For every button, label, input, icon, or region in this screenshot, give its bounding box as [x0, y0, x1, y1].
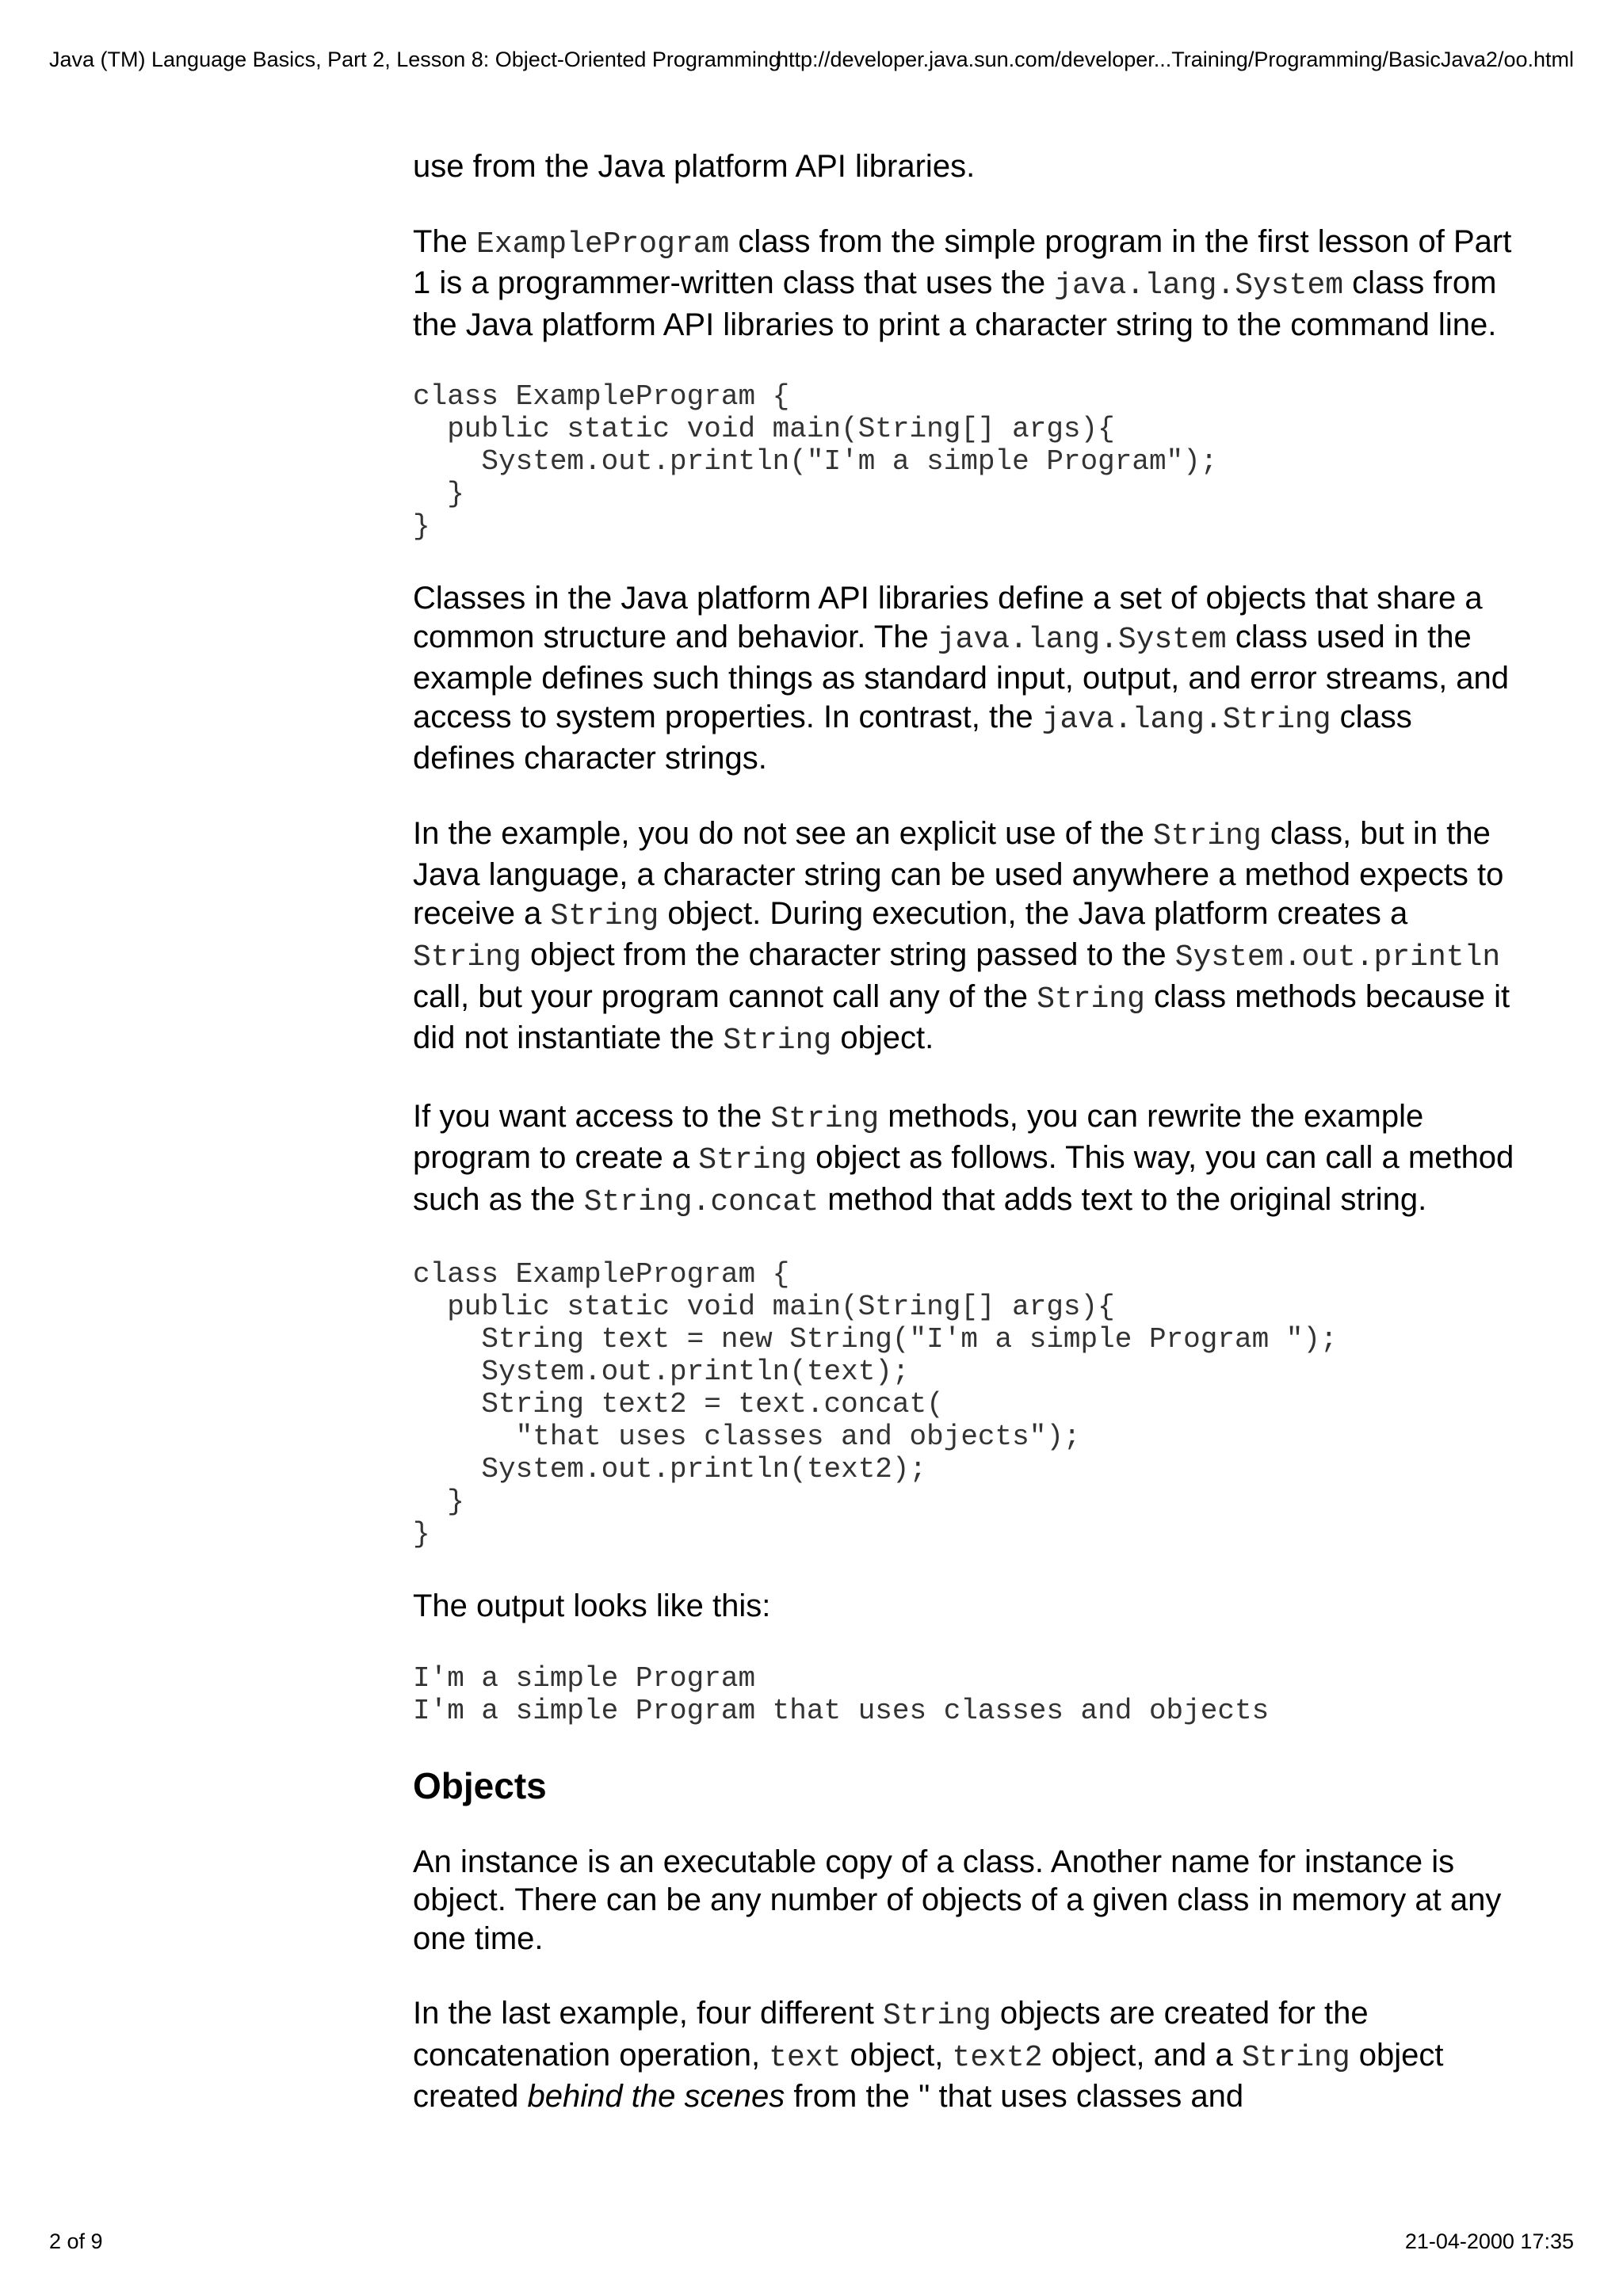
code-line: System.out.println(text2); — [413, 1453, 927, 1486]
inline-code: String — [1241, 2040, 1350, 2075]
print-header — [49, 48, 1574, 79]
page-content — [413, 147, 1522, 2153]
code-line: } — [413, 510, 430, 543]
text-run: call, but your program cannot call any of the — [413, 978, 1037, 1014]
text-run: object created — [413, 2037, 1444, 2114]
code-line: } — [413, 1486, 464, 1518]
code-line: I'm a simple Program — [413, 1661, 756, 1695]
inline-code: String — [1037, 982, 1145, 1016]
inline-code: String — [698, 1143, 808, 1177]
paragraph-classes — [413, 579, 1522, 778]
inline-code: String — [550, 898, 659, 933]
inline-code: String — [1152, 818, 1262, 853]
page-number: 2 of 9 — [49, 2229, 103, 2253]
inline-code: java.lang.System — [1054, 269, 1344, 303]
paragraph-string-usage — [413, 814, 1522, 1061]
paragraph-instance — [413, 1843, 1522, 1958]
code-line: System.out.println(text); — [413, 1356, 910, 1388]
text-run: The output looks like this: — [413, 1589, 771, 1623]
text-run: class from the simple program in the first lesson of Part 1 is a programmer-written class that uses the — [413, 223, 1512, 300]
code-block-output — [413, 1662, 1522, 1727]
inline-code: java.lang.String — [1041, 702, 1331, 737]
code-line: public static void main(String[] args){ — [413, 1291, 1115, 1323]
code-line: class ExampleProgram { — [413, 380, 790, 413]
code-line: String text2 = text.concat( — [413, 1388, 944, 1421]
text-run: class methods because it did not instantiate the — [413, 978, 1510, 1055]
document-title: Java (TM) Language Basics, Part 2, Lesson 8: Object-Oriented Programming — [49, 48, 781, 71]
text-run: In the example, you do not see an explicit use of the — [413, 815, 1153, 851]
text-run: objects are created for the concatenation operation, — [413, 1996, 1369, 2073]
inline-code: String — [882, 1999, 991, 2033]
text-run: methods, you can rewrite the example program to create a — [413, 1098, 1424, 1175]
code-line: } — [413, 478, 464, 510]
emphasis-text: behind the scenes — [527, 2079, 785, 2114]
text-run: from the " that uses classes and — [785, 2079, 1244, 2114]
code-line: I'm a simple Program that uses classes and objects — [413, 1694, 1270, 1727]
code-line: "that uses classes and objects"); — [413, 1421, 1081, 1453]
text-run: object. — [831, 1020, 934, 1055]
text-run: object as follows. This way, you can call a method such as the — [413, 1140, 1514, 1217]
text-run: class, but in the Java language, a character string can be used anywhere a method expects to receive a — [413, 815, 1504, 931]
text-run: class from the Java platform API libraries to print a character string to the command line. — [413, 265, 1497, 342]
text-run: class defines character strings. — [413, 699, 1412, 776]
inline-code: text — [769, 2040, 842, 2075]
code-line: class ExampleProgram { — [413, 1258, 790, 1291]
code-line: public static void main(String[] args){ — [413, 413, 1115, 445]
print-footer — [49, 2229, 1574, 2261]
text-run: In the last example, four different — [413, 1996, 883, 2031]
text-run: method that adds text to the original string. — [819, 1181, 1427, 1217]
text-run: The — [413, 223, 477, 259]
section-heading-objects: Objects — [413, 1764, 547, 1806]
paragraph-last-example — [413, 1994, 1522, 2116]
code-line: String text = new String("I'm a simple Program "); — [413, 1323, 1338, 1356]
code-line: } — [413, 1518, 430, 1550]
code-block-2 — [413, 1258, 1522, 1550]
text-run: class used in the example defines such things as standard input, output, and error streams, and access to system properties. In contrast, the — [413, 619, 1510, 734]
inline-code: text2 — [952, 2040, 1043, 2075]
inline-code: ExampleProgram — [476, 227, 730, 261]
code-block-1 — [413, 380, 1522, 543]
code-line: System.out.println("I'm a simple Program"); — [413, 445, 1218, 478]
text-run: object from the character string passed to the — [521, 937, 1175, 972]
text-run: If you want access to the — [413, 1098, 771, 1134]
text-run: object, and a — [1042, 2037, 1242, 2073]
inline-code: String — [770, 1101, 880, 1136]
inline-code: java.lang.System — [937, 622, 1227, 657]
inline-code: System.out.println — [1174, 940, 1501, 974]
paragraph-example-program — [413, 223, 1522, 345]
print-timestamp: 21-04-2000 17:35 — [1404, 2229, 1574, 2253]
text-run: use from the Java platform API libraries. — [413, 149, 976, 184]
text-run: object. During execution, the Java platform creates a — [659, 895, 1408, 931]
inline-code: String — [723, 1024, 832, 1058]
text-run: object, — [841, 2037, 953, 2073]
text-run: An instance is an executable copy of a class. Another name for instance is object. There can be any number of objects of a given class in memory at any one time. — [413, 1844, 1502, 1956]
inline-code: String — [413, 940, 521, 974]
paragraph-api-libraries — [413, 147, 1522, 186]
text-run: Classes in the Java platform API libraries define a set of objects that share a common structure and behavior. The — [413, 581, 1483, 654]
paragraph-output-intro — [413, 1587, 1522, 1626]
inline-code: String.concat — [583, 1184, 819, 1219]
paragraph-string-methods — [413, 1097, 1522, 1222]
document-url: http://developer.java.sun.com/developer...Training/Programming/BasicJava2/oo.html — [776, 48, 1574, 71]
